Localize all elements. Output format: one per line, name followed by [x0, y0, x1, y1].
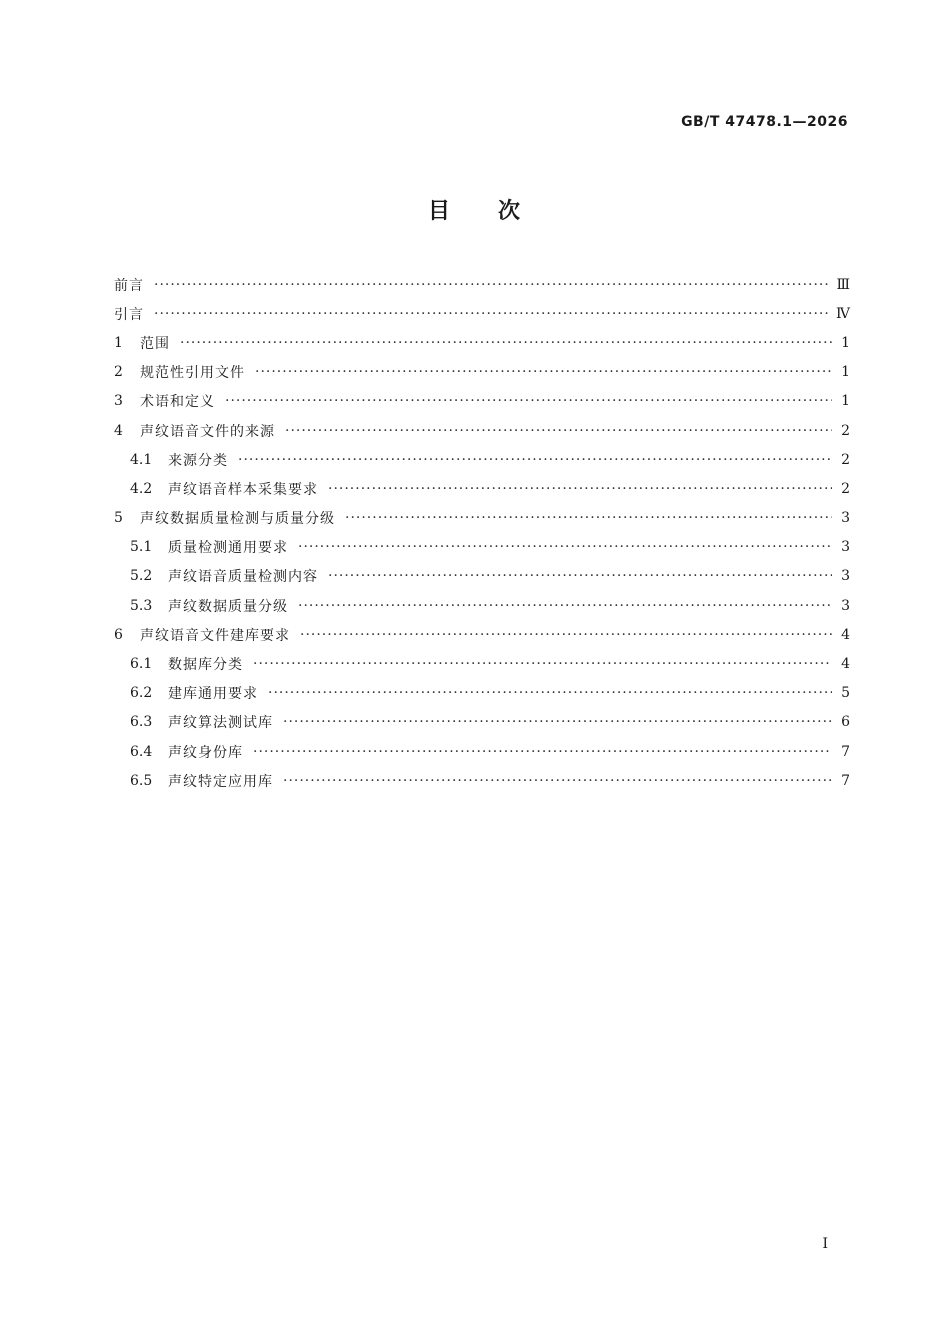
- toc-leader-dots: [253, 744, 832, 760]
- toc-entry-title: 声纹数据质量检测与质量分级: [140, 511, 335, 528]
- toc-entry[interactable]: [114, 474, 850, 503]
- toc-entry[interactable]: [114, 416, 850, 445]
- toc-entry-page: 3: [841, 568, 850, 585]
- toc-entry-title: 声纹语音文件的来源: [140, 423, 275, 440]
- toc-leader-dots: [345, 510, 832, 526]
- toc-entry-page: 7: [841, 743, 850, 760]
- toc-entry-title: 声纹语音样本采集要求: [168, 481, 318, 498]
- toc-entry[interactable]: [114, 387, 850, 416]
- toc-entry-number: 6.1: [130, 656, 153, 673]
- toc-entry-number: 6.4: [130, 743, 153, 760]
- toc-leader-dots: [283, 714, 832, 730]
- toc-leader-dots: [154, 306, 828, 322]
- toc-entry-number: 5.1: [130, 539, 153, 556]
- toc-entry-number: 6: [114, 626, 123, 643]
- table-of-contents: [114, 270, 850, 795]
- toc-entry-number: 5.2: [130, 568, 153, 585]
- toc-entry[interactable]: [114, 445, 850, 474]
- page-title: [0, 194, 950, 225]
- toc-entry-page: 1: [841, 364, 850, 381]
- toc-entry-page: 2: [841, 422, 850, 439]
- toc-entry-number: 6.2: [130, 685, 153, 702]
- toc-leader-dots: [268, 685, 832, 701]
- toc-entry[interactable]: [114, 270, 850, 299]
- toc-entry-page: 1: [841, 334, 850, 351]
- toc-entry[interactable]: [114, 649, 850, 678]
- toc-entry-title: 声纹算法测试库: [168, 715, 273, 732]
- toc-entry[interactable]: [114, 679, 850, 708]
- toc-entry-page: Ⅳ: [836, 305, 850, 322]
- toc-leader-dots: [300, 627, 832, 643]
- toc-entry-number: 5.3: [130, 597, 153, 614]
- toc-entry[interactable]: [114, 504, 850, 533]
- toc-entry-page: 6: [841, 714, 850, 731]
- toc-entry-page: 5: [841, 685, 850, 702]
- toc-entry[interactable]: [114, 328, 850, 357]
- toc-leader-dots: [225, 393, 832, 409]
- title-char-1: 目: [427, 199, 452, 224]
- toc-entry-page: 2: [841, 451, 850, 468]
- toc-entry-number: 3: [114, 393, 123, 410]
- toc-entry-title: 数据库分类: [168, 657, 243, 674]
- toc-entry-number: 1: [114, 334, 123, 351]
- toc-entry-page: Ⅲ: [836, 276, 850, 293]
- toc-entry-page: 2: [841, 480, 850, 497]
- toc-entry[interactable]: [114, 358, 850, 387]
- toc-entry-number: 4.1: [130, 451, 153, 468]
- toc-leader-dots: [285, 423, 832, 439]
- toc-entry-number: 4: [114, 422, 123, 439]
- toc-entry[interactable]: [114, 562, 850, 591]
- toc-entry-title: 术语和定义: [140, 394, 215, 411]
- toc-entry[interactable]: [114, 737, 850, 766]
- toc-leader-dots: [283, 773, 832, 789]
- toc-entry-title: 规范性引用文件: [140, 365, 245, 382]
- toc-entry-page: 3: [841, 539, 850, 556]
- toc-entry[interactable]: [114, 766, 850, 795]
- toc-entry-title: 前言: [114, 277, 144, 294]
- toc-leader-dots: [328, 481, 832, 497]
- toc-entry-title: 声纹数据质量分级: [168, 598, 288, 615]
- toc-entry-title: 声纹特定应用库: [168, 773, 273, 790]
- toc-entry[interactable]: [114, 708, 850, 737]
- toc-leader-dots: [180, 335, 832, 351]
- toc-entry-title: 来源分类: [168, 452, 228, 469]
- toc-entry-title: 引言: [114, 306, 144, 323]
- toc-entry[interactable]: [114, 533, 850, 562]
- toc-entry-page: 3: [841, 597, 850, 614]
- toc-entry-number: 4.2: [130, 480, 153, 497]
- toc-entry-number: 5: [114, 510, 123, 527]
- toc-entry-page: 7: [841, 772, 850, 789]
- toc-leader-dots: [328, 568, 832, 584]
- toc-entry-title: 声纹语音质量检测内容: [168, 569, 318, 586]
- toc-leader-dots: [154, 277, 828, 293]
- toc-entry-page: 4: [841, 656, 850, 673]
- toc-entry-title: 声纹身份库: [168, 744, 243, 761]
- standard-code: GB/T 47478.1—2026: [681, 114, 848, 130]
- title-char-2: 次: [498, 199, 523, 224]
- toc-leader-dots: [238, 452, 832, 468]
- toc-leader-dots: [255, 364, 832, 380]
- toc-entry-title: 建库通用要求: [168, 686, 258, 703]
- toc-entry-number: 6.5: [130, 772, 153, 789]
- toc-leader-dots: [298, 539, 832, 555]
- toc-leader-dots: [253, 656, 832, 672]
- toc-entry[interactable]: [114, 299, 850, 328]
- toc-entry[interactable]: [114, 591, 850, 620]
- toc-entry-title: 范围: [140, 335, 170, 352]
- toc-entry-title: 声纹语音文件建库要求: [140, 627, 290, 644]
- toc-entry-title: 质量检测通用要求: [168, 540, 288, 557]
- toc-entry-page: 1: [841, 393, 850, 410]
- toc-entry-page: 3: [841, 510, 850, 527]
- toc-entry-number: 6.3: [130, 714, 153, 731]
- page-number: I: [822, 1236, 828, 1252]
- toc-entry-number: 2: [114, 364, 123, 381]
- toc-entry-page: 4: [841, 626, 850, 643]
- toc-leader-dots: [298, 598, 832, 614]
- toc-entry[interactable]: [114, 620, 850, 649]
